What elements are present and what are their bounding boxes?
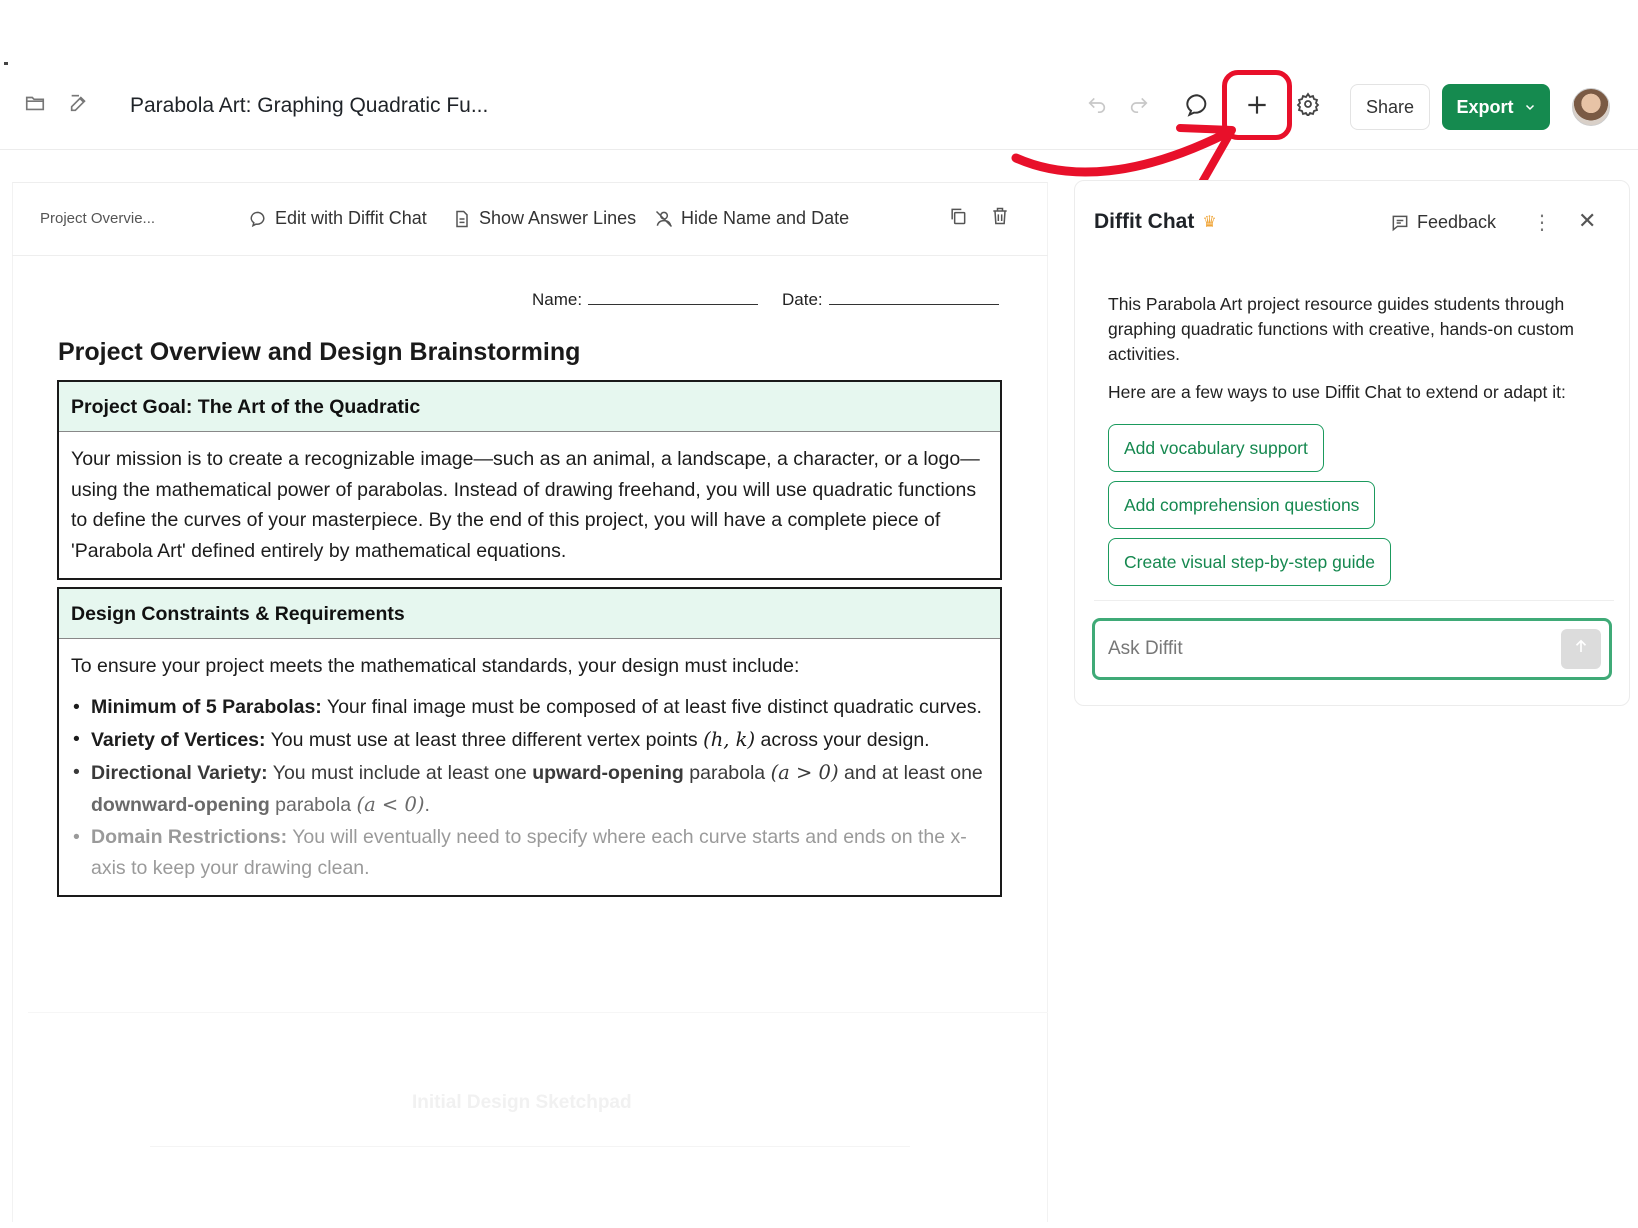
- divider: [28, 1012, 1048, 1013]
- export-label: Export: [1456, 96, 1514, 117]
- close-icon[interactable]: ✕: [1578, 208, 1597, 233]
- plus-icon[interactable]: [1244, 92, 1268, 116]
- list-item: • Variety of Vertices: You must use at least three different vertex points (h, k) across your design.: [71, 724, 988, 756]
- edit-with-chat-button[interactable]: [248, 208, 427, 229]
- requirements-list: [71, 692, 988, 884]
- show-answer-lines-label: Show Answer Lines: [479, 208, 637, 228]
- list-item: • Directional Variety: You must include at least one upward-opening parabola (a > 0) and at least one downward-opening parabola (a < 0).: [71, 757, 988, 821]
- date-line: [829, 291, 999, 305]
- export-button[interactable]: [1442, 84, 1550, 130]
- chat-bubble-icon[interactable]: [1184, 92, 1208, 116]
- more-options-icon[interactable]: ⋮: [1532, 212, 1552, 234]
- suggestion-visual-guide-button[interactable]: Create visual step-by-step guide: [1108, 538, 1391, 586]
- constraints-intro: To ensure your project meets the mathematical standards, your design must include:: [71, 655, 800, 677]
- arrow-up-icon: [1572, 637, 1590, 655]
- project-goal-body: Your mission is to create a recognizable image—such as an animal, a landscape, a character, or a logo—using the mathematical power of parabolas. Instead of drawing freehand, you will use quadratic functions to define the curves of your masterpiece. By the end of this project, you will have a complete piece of 'Parabola Art' defined entirely by mathematical equations.: [71, 448, 980, 562]
- divider: [1094, 600, 1614, 601]
- ask-diffit-input[interactable]: [1108, 630, 1548, 668]
- document-icon: [452, 209, 472, 229]
- user-avatar[interactable]: [1572, 88, 1610, 126]
- chat-bubble-icon: [248, 209, 268, 229]
- feedback-button[interactable]: [1390, 212, 1496, 233]
- next-section-title: Initial Design Sketchpad: [412, 1092, 632, 1113]
- name-label: Name:: [532, 290, 583, 309]
- feedback-label: Feedback: [1417, 212, 1497, 232]
- list-item: • Minimum of 5 Parabolas: Your final image must be composed of at least five distinct quadratic curves.: [71, 692, 988, 723]
- chevron-down-icon: [1524, 101, 1536, 113]
- name-line: [588, 291, 758, 305]
- edit-with-chat-label: Edit with Diffit Chat: [275, 208, 427, 228]
- crown-icon: ♛: [1202, 214, 1217, 231]
- hide-name-date-label: Hide Name and Date: [681, 208, 850, 228]
- project-goal-box: [57, 380, 1002, 580]
- edit-icon[interactable]: [68, 92, 92, 116]
- show-answer-lines-button[interactable]: [452, 208, 636, 229]
- redo-icon[interactable]: [1128, 92, 1152, 116]
- undo-icon[interactable]: [1086, 92, 1110, 116]
- suggestion-comprehension-button[interactable]: Add comprehension questions: [1108, 481, 1375, 529]
- constraints-box: [57, 587, 1002, 897]
- gear-icon[interactable]: [1296, 92, 1320, 116]
- name-field[interactable]: [532, 290, 758, 310]
- document-title[interactable]: Parabola Art: Graphing Quadratic Fu...: [130, 94, 489, 117]
- suggestion-vocabulary-button[interactable]: Add vocabulary support: [1108, 424, 1324, 472]
- copy-icon[interactable]: [948, 206, 972, 230]
- share-button[interactable]: Share: [1350, 84, 1430, 130]
- divider: [150, 1146, 910, 1147]
- hide-name-date-button[interactable]: [654, 208, 849, 229]
- project-goal-heading: Project Goal: The Art of the Quadratic: [59, 382, 1000, 432]
- chat-intro-message: This Parabola Art project resource guides students through graphing quadratic functions with creative, hands-on custom activities.: [1108, 294, 1574, 364]
- send-button[interactable]: [1561, 629, 1601, 669]
- trash-icon[interactable]: [990, 206, 1014, 230]
- chat-title-label: Diffit Chat: [1094, 210, 1195, 233]
- chat-prompt-message: Here are a few ways to use Diffit Chat to extend or adapt it:: [1108, 382, 1566, 402]
- chat-title: [1094, 210, 1217, 234]
- folder-icon[interactable]: [24, 92, 48, 116]
- section-title: Project Overview and Design Brainstorming: [58, 338, 581, 366]
- user-off-icon: [654, 209, 674, 229]
- feedback-icon: [1390, 213, 1410, 233]
- constraints-heading: Design Constraints & Requirements: [59, 589, 1000, 639]
- list-item: • Domain Restrictions: You will eventually need to specify where each curve starts and ends on the x-axis to keep your drawing clean.: [71, 822, 988, 884]
- date-field[interactable]: [782, 290, 999, 310]
- date-label: Date:: [782, 290, 823, 309]
- section-breadcrumb[interactable]: Project Overvie...: [40, 210, 156, 227]
